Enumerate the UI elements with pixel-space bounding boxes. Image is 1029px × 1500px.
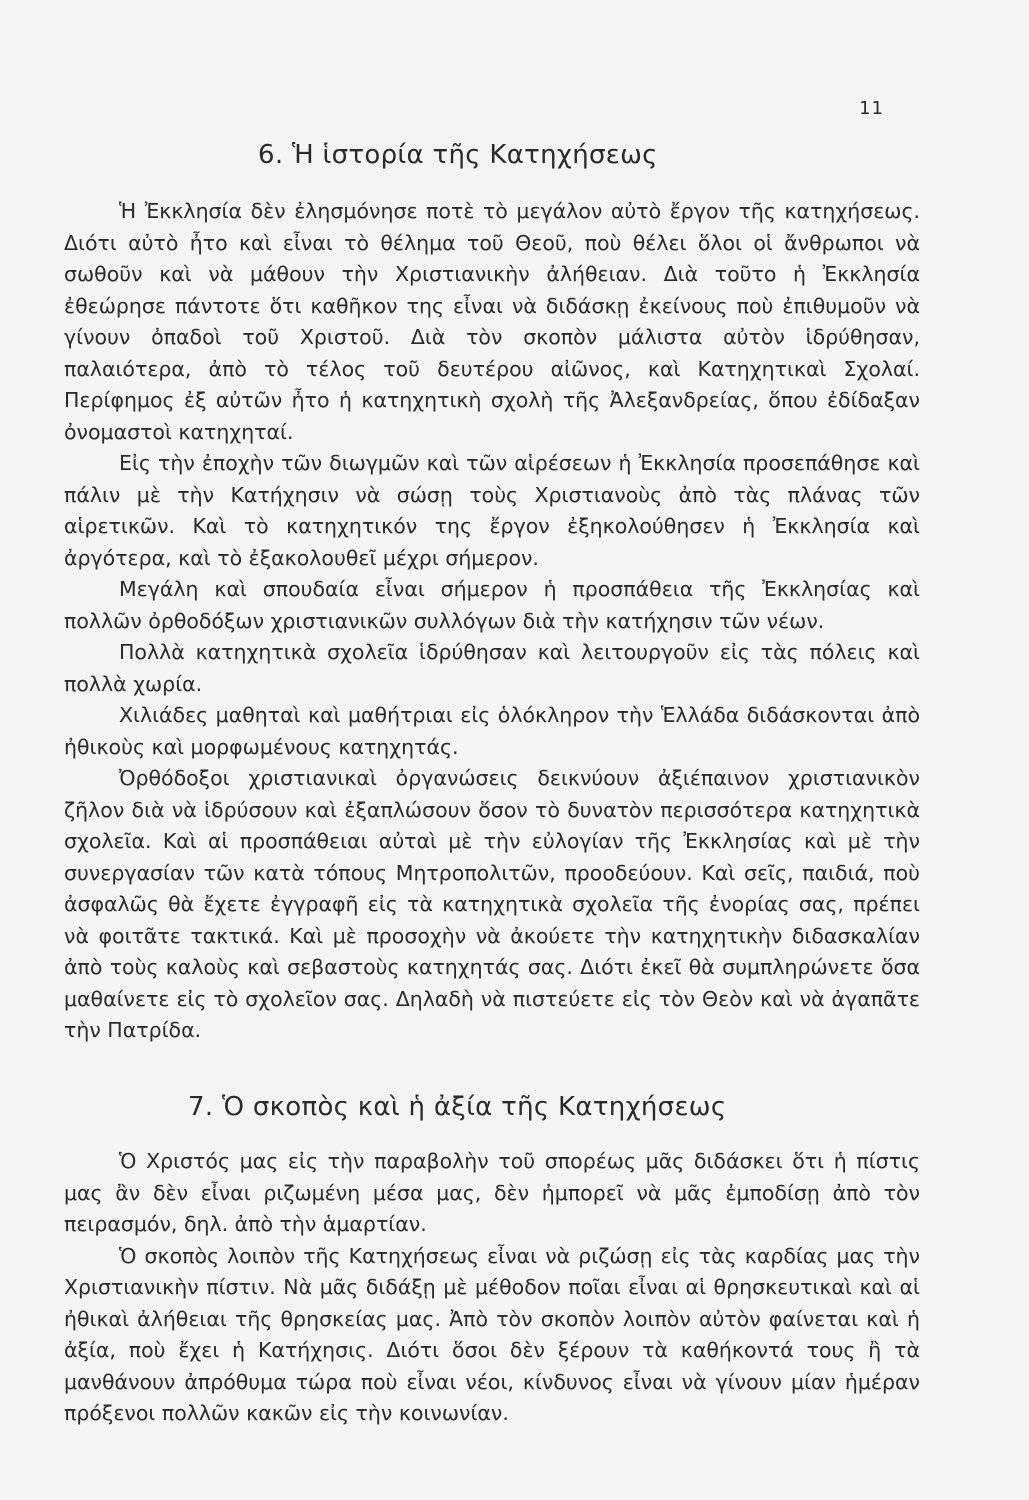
paragraph: Πολλὰ κατηχητικὰ σχολεῖα ἱδρύθησαν καὶ λειτουργοῦν εἰς τὰς πόλεις καὶ πολλὰ χωρία.: [64, 640, 920, 696]
paragraph: Εἰς τὴν ἐποχὴν τῶν διωγμῶν καὶ τῶν αἱρέσεων ἡ Ἐκκλησία προσεπάθησε καὶ πάλιν μὲ τὴν Κατήχησιν νὰ σώσῃ τοὺς Χριστιανοὺς ἀπὸ τὰς πλάνας τῶν αἱρετικῶν. Καὶ τὸ κατηχητικόν της ἔργον ἐξηκολούθησεν ἡ Ἐκκλησία καὶ ἀργότερα, καὶ τὸ ἐξακολουθεῖ μέχρι σήμερον.: [64, 451, 920, 570]
paragraph: Μεγάλη καὶ σπουδαία εἶναι σήμερον ἡ προσπάθεια τῆς Ἐκκλησίας καὶ πολλῶν ὀρθοδόξων χριστιανικῶν συλλόγων διὰ τὴν κατήχησιν τῶν νέων.: [64, 577, 920, 633]
paragraph: Ὁ σκοπὸς λοιπὸν τῆς Κατηχήσεως εἶναι νὰ ριζώσῃ εἰς τὰς καρδίας μας τὴν Χριστιανικὴν πίστιν. Νὰ μᾶς διδάξῃ μὲ μέθοδον ποῖαι εἶναι αἱ θρησκευτικαὶ καὶ αἱ ἠθικαὶ ἀλήθειαι τῆς θρησκείας μας. Ἀπὸ τὸν σκοπὸν λοιπὸν αὐτὸν φαίνεται καὶ ἡ ἀξία, ποὺ ἔχει ἡ Κατήχησις. Διότι ὅσοι δὲν ξέρουν τὰ καθήκοντά τους ἢ τὰ μανθάνουν ἀπρόθυμα τώρα ποὺ εἶναι νέοι, κίνδυνος εἶναι νὰ γίνουν μίαν ἡμέραν πρόξενοι πολλῶν κακῶν εἰς τὴν κοινωνίαν.: [64, 1243, 920, 1425]
section-6-body: [64, 196, 920, 1047]
paragraph: Ἡ Ἐκκλησία δὲν ἐλησμόνησε ποτὲ τὸ μεγάλον αὐτὸ ἔργον τῆς κατηχήσεως. Διότι αὐτὸ ἦτο καὶ εἶναι τὸ θέλημα τοῦ Θεοῦ, ποὺ θέλει ὅλοι οἱ ἄνθρωποι νὰ σωθοῦν καὶ νὰ μάθουν τὴν Χριστιανικὴν ἀλήθειαν. Διὰ τοῦτο ἡ Ἐκκλησία ἐθεώρησε πάντοτε ὅτι καθῆκον της εἶναι νὰ διδάσκῃ ἐκείνους ποὺ ἐπιθυμοῦν νὰ γίνουν ὀπαδοὶ τοῦ Χριστοῦ. Διὰ τὸν σκοπὸν μάλιστα αὐτὸν ἱδρύθησαν, παλαιότερα, ἀπὸ τὸ τέλος τοῦ δευτέρου αἰῶνος, καὶ Κατηχητικαὶ Σχολαί. Περίφημος ἐξ αὐτῶν ἦτο ἡ κατηχητικὴ σχολὴ τῆς Ἀλεξανδρείας, ὅπου ἐδίδαξαν ὀνομαστοὶ κατηχηταί.: [64, 199, 920, 444]
paragraph: Ὀρθόδοξοι χριστιανικαὶ ὀργανώσεις δεικνύουν ἀξιέπαινον χριστιανικὸν ζῆλον διὰ νὰ ἱδρύσουν καὶ ἐξαπλώσουν ὅσον τὸ δυνατὸν περισσότερα κατηχητικὰ σχολεῖα. Καὶ αἱ προσπάθειαι αὐταὶ μὲ τὴν εὐλογίαν τῆς Ἐκκλησίας καὶ μὲ τὴν συνεργασίαν τῶν κατὰ τόπους Μητροπολιτῶν, προοδεύουν. Καὶ σεῖς, παιδιά, ποὺ ἀσφαλῶς θὰ ἔχετε ἐγγραφῆ εἰς τὰ κατηχητικὰ σχολεῖα τῆς ἐνορίας σας, πρέπει νὰ φοιτᾶτε τακτικά. Καὶ μὲ προσοχὴν νὰ ἀκούετε τὴν κατηχητικὴν διδασκαλίαν ἀπὸ τοὺς καλοὺς καὶ σεβαστοὺς κατηχητάς σας. Διότι ἐκεῖ θὰ συμπληρώνετε ὅσα μαθαίνετε εἰς τὸ σχολεῖον σας. Δηλαδὴ νὰ πιστεύετε εἰς τὸν Θεὸν καὶ νὰ ἀγαπᾶτε τὴν Πατρίδα.: [64, 766, 920, 1042]
page-number: 11: [859, 98, 884, 119]
paragraph: Ὁ Χριστός μας εἰς τὴν παραβολὴν τοῦ σπορέως μᾶς διδάσκει ὅτι ἡ πίστις μας ἂν δὲν εἶναι ριζωμένη μέσα μας, δὲν ἠμπορεῖ νὰ μᾶς ἐμποδίσῃ ἀπὸ τὸν πειρασμόν, δηλ. ἀπὸ τὴν ἁμαρτίαν.: [64, 1149, 920, 1236]
section-7-body: [64, 1146, 920, 1430]
section-7-heading: 7. Ὁ σκοπὸς καὶ ἡ ἀξία τῆς Κατηχήσεως: [188, 1092, 727, 1122]
section-6-heading: 6. Ἡ ἱστορία τῆς Κατηχήσεως: [258, 140, 658, 170]
paragraph: Χιλιάδες μαθηταὶ καὶ μαθήτριαι εἰς ὁλόκληρον τὴν Ἑλλάδα διδάσκονται ἀπὸ ἠθικοὺς καὶ μορφωμένους κατηχητάς.: [64, 703, 920, 759]
